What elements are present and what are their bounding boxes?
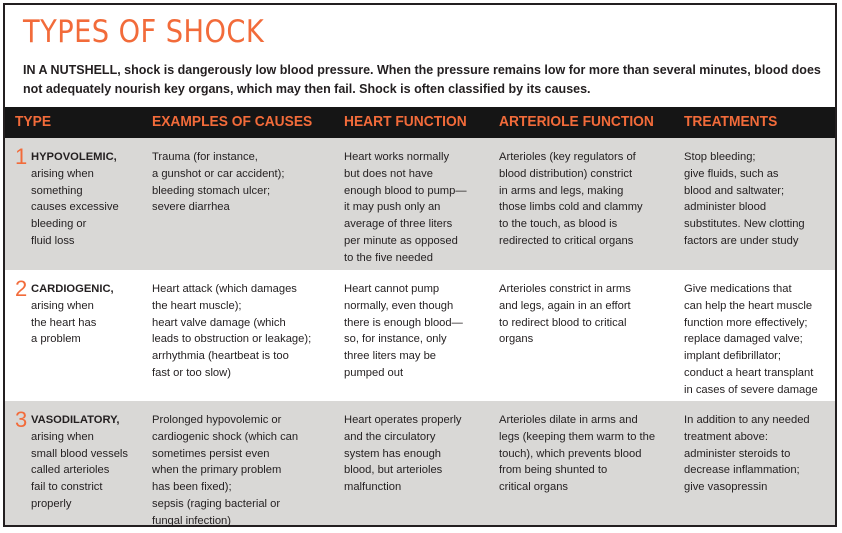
table-row-vasodilatory [5, 401, 835, 525]
heart-function-cell: Heart cannot pump normally, even though there is enough blood— so, for instance, only three liters may be pumped out [344, 283, 463, 379]
row-number: 3 [15, 407, 28, 432]
header-causes: EXAMPLES OF CAUSES [152, 113, 313, 130]
header-heart-function: HEART FUNCTION [344, 113, 467, 130]
treatments-cell: Give medications that can help the heart muscle function more effectively; replace damaged valve; implant defibrillator; conduct a heart transplant in cases of severe damage [684, 283, 818, 396]
arteriole-function-cell: Arterioles constrict in arms and legs, again in an effort to redirect blood to critical organs [499, 283, 631, 346]
type-name: HYPOVOLEMIC, [31, 151, 117, 163]
intro-text: IN A NUTSHELL, shock is dangerously low blood pressure. When the pressure remains low for more than several minutes, blood does not adequately nourish key organs, which may then fail. Shock is often classified by its causes. [23, 63, 821, 96]
shock-types-panel [3, 3, 837, 527]
treatments-cell: Stop bleeding; give fluids, such as blood and saltwater; administer blood substitutes. New clotting factors are under study [684, 151, 805, 247]
type-cell [31, 412, 143, 513]
arteriole-function-cell: Arterioles (key regulators of blood distribution) constrict in arms and legs, making those limbs cold and clammy to the touch, as blood is redirected to critical organs [499, 151, 643, 247]
heart-function-cell: Heart operates properly and the circulatory system has enough blood, but arterioles malfunction [344, 414, 462, 494]
type-name: VASODILATORY, [31, 414, 120, 426]
heart-function-cell: Heart works normally but does not have enough blood to pump— it may push only an average of three liters per minute as opposed to the five needed [344, 151, 467, 264]
type-description: arising when something causes excessive bleeding or fluid loss [31, 167, 119, 247]
row-number: 2 [15, 276, 28, 301]
header-arteriole-function: ARTERIOLE FUNCTION [499, 113, 654, 130]
type-name: CARDIOGENIC, [31, 283, 114, 295]
header-treatments: TREATMENTS [684, 113, 778, 130]
type-cell [31, 149, 143, 250]
arteriole-function-cell: Arterioles dilate in arms and legs (keeping them warm to the touch), which prevents blood from being shunted to critical organs [499, 414, 656, 494]
type-description: arising when small blood vessels called arterioles fail to constrict properly [31, 430, 129, 510]
type-cell [31, 281, 143, 348]
header-type: TYPE [15, 113, 52, 130]
table-row-cardiogenic [5, 270, 835, 401]
table-header [5, 107, 835, 138]
page-title: TYPES OF SHOCK [23, 14, 265, 50]
row-number: 1 [15, 144, 28, 169]
type-description: arising when the heart has a problem [31, 299, 97, 346]
causes-cell: Trauma (for instance, a gunshot or car accident); bleeding stomach ulcer; severe diarrhea [152, 151, 285, 214]
causes-cell: Heart attack (which damages the heart muscle); heart valve damage (which leads to obstruction or leakage); arrhythmia (heartbeat is too fast or too slow) [152, 283, 312, 379]
causes-cell: Prolonged hypovolemic or cardiogenic shock (which can sometimes persist even when the primary problem has been fixed); sepsis (raging bacterial or fungal infection) [152, 414, 299, 527]
table-row-hypovolemic [5, 138, 835, 270]
treatments-cell: In addition to any needed treatment above: administer steroids to decrease inflammation; give vasopressin [684, 414, 810, 494]
